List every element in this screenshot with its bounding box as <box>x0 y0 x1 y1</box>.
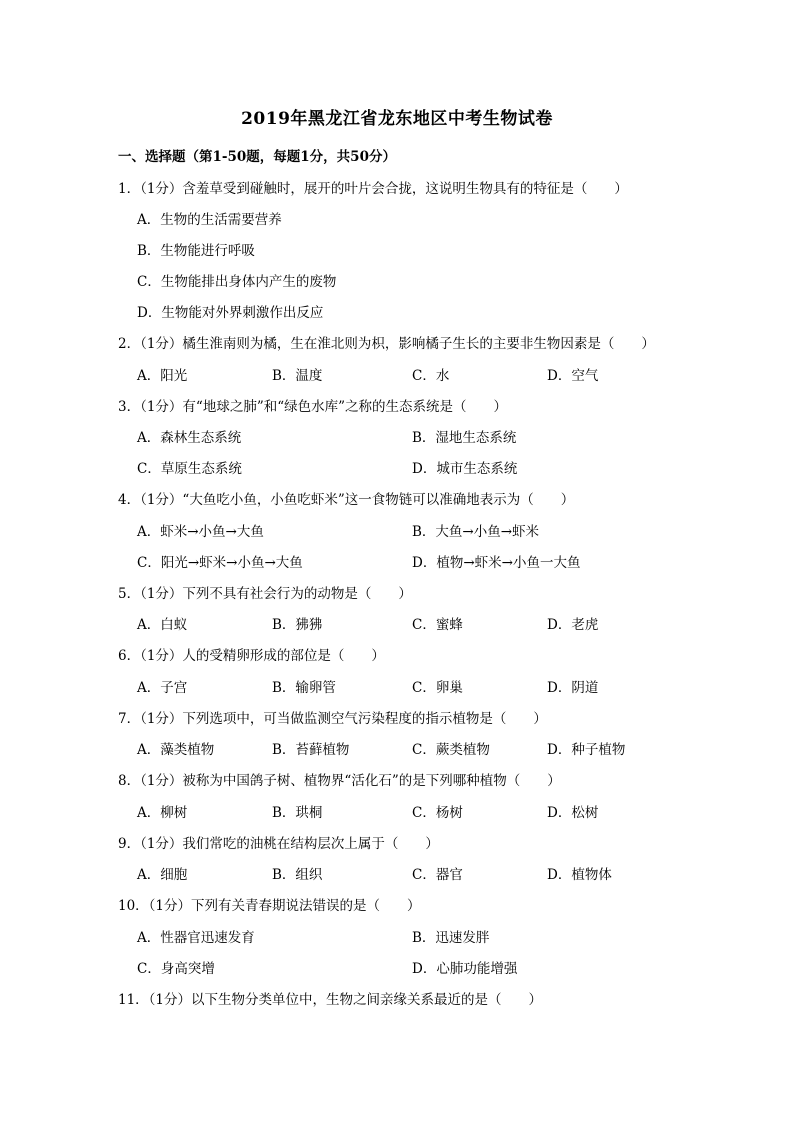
question-1-option-a: A．生物的生活需要营养 <box>137 212 282 228</box>
question-6-option-c: C．卵巢 <box>412 680 463 696</box>
question-8-option-a: A．柳树 <box>137 805 188 821</box>
question-6-option-b: B．输卵管 <box>272 680 336 696</box>
question-9-stem: 9．（1分）我们常吃的油桃在结构层次上属于（ ） <box>118 836 439 852</box>
question-10-stem: 10．（1分）下列有关青春期说法错误的是（ ） <box>118 898 421 914</box>
question-4-stem: 4．（1分）“大鱼吃小鱼，小鱼吃虾米”这一食物链可以准确地表示为（ ） <box>118 492 575 508</box>
question-1-option-c: C．生物能排出身体内产生的废物 <box>137 274 337 290</box>
question-8-option-c: C．杨树 <box>412 805 463 821</box>
question-7-option-d: D．种子植物 <box>547 742 626 758</box>
question-3-option-d: D．城市生态系统 <box>412 461 518 477</box>
question-6-option-d: D．阴道 <box>547 680 599 696</box>
question-3-option-b: B．湿地生态系统 <box>412 430 517 446</box>
question-5-stem: 5．（1分）下列不具有社会行为的动物是（ ） <box>118 586 412 602</box>
question-9-option-a: A．细胞 <box>137 867 188 883</box>
question-8-stem: 8．（1分）被称为中国鸽子树、植物界“活化石”的是下列哪种植物（ ） <box>118 773 561 789</box>
question-6-option-a: A．子宫 <box>137 680 188 696</box>
question-4-option-c: C．阳光→虾米→小鱼→大鱼 <box>137 555 303 571</box>
question-7-option-b: B．苔藓植物 <box>272 742 350 758</box>
question-2-option-a: A．阳光 <box>137 368 188 384</box>
question-5-option-d: D．老虎 <box>547 617 599 633</box>
question-5-option-a: A．白蚁 <box>137 617 188 633</box>
question-7-stem: 7．（1分）下列选项中，可当做监测空气污染程度的指示植物是（ ） <box>118 711 547 727</box>
question-9-option-b: B．组织 <box>272 867 323 883</box>
question-3-option-c: C．草原生态系统 <box>137 461 242 477</box>
question-2-option-c: C．水 <box>412 368 450 384</box>
section-heading: 一、选择题（第1-50题，每题1分，共50分） <box>118 149 396 165</box>
question-10-option-b: B．迅速发胖 <box>412 930 490 946</box>
page-title: 2019年黑龙江省龙东地区中考生物试卷 <box>241 109 553 129</box>
question-8-option-b: B．珙桐 <box>272 805 323 821</box>
question-5-option-c: C．蜜蜂 <box>412 617 463 633</box>
question-10-option-c: C．身高突增 <box>137 961 215 977</box>
question-6-stem: 6．（1分）人的受精卵形成的部位是（ ） <box>118 648 385 664</box>
question-2-stem: 2．（1分）橘生淮南则为橘，生在淮北则为枳，影响橘子生长的主要非生物因素是（ ） <box>118 336 655 352</box>
question-7-option-c: C．蕨类植物 <box>412 742 490 758</box>
question-3-option-a: A．森林生态系统 <box>137 430 242 446</box>
question-7-option-a: A．藻类植物 <box>137 742 215 758</box>
question-9-option-c: C．器官 <box>412 867 463 883</box>
question-8-option-d: D．松树 <box>547 805 599 821</box>
question-4-option-b: B．大鱼→小鱼→虾米 <box>412 524 540 540</box>
question-11-stem: 11．（1分）以下生物分类单位中，生物之间亲缘关系最近的是（ ） <box>118 992 543 1008</box>
question-3-stem: 3．（1分）有“地球之肺”和“绿色水库”之称的生态系统是（ ） <box>118 399 508 415</box>
question-10-option-d: D．心肺功能增强 <box>412 961 518 977</box>
question-2-option-b: B．温度 <box>272 368 323 384</box>
question-9-option-d: D．植物体 <box>547 867 612 883</box>
question-1-stem: 1．（1分）含羞草受到碰触时，展开的叶片会合拢，这说明生物具有的特征是（ ） <box>118 181 628 197</box>
question-4-option-d: D．植物→虾米→小鱼一大鱼 <box>412 555 581 571</box>
question-2-option-d: D．空气 <box>547 368 599 384</box>
question-1-option-d: D．生物能对外界刺激作出反应 <box>137 305 324 321</box>
question-5-option-b: B．狒狒 <box>272 617 323 633</box>
question-10-option-a: A．性器官迅速发育 <box>137 930 255 946</box>
question-4-option-a: A．虾米→小鱼→大鱼 <box>137 524 264 540</box>
question-1-option-b: B．生物能进行呼吸 <box>137 243 255 259</box>
